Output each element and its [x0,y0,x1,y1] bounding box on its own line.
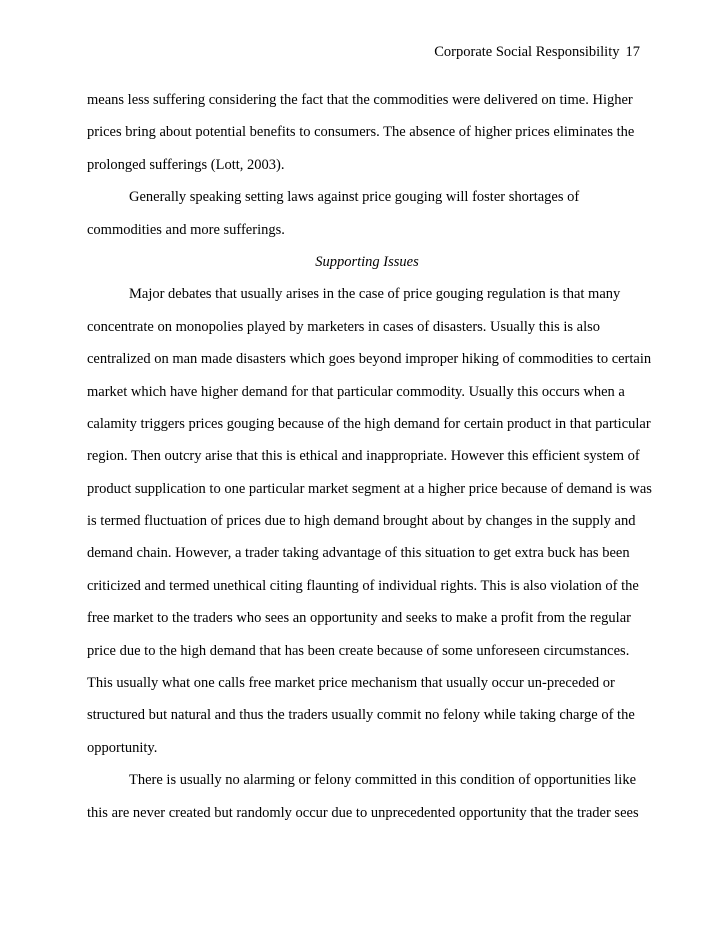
text-line: product supplication to one particular market segment at a higher price because of demand is was [87,480,652,497]
running-head [434,42,640,62]
text-line: means less suffering considering the fact that the commodities were delivered on time. Higher [87,92,633,108]
text-line: prolonged sufferings (Lott, 2003). [87,156,285,173]
section-heading: Supporting Issues [315,253,419,270]
text-line: is termed fluctuation of prices due to high demand brought about by changes in the supply and [87,513,636,530]
text-line: structured but natural and thus the traders usually commit no felony while taking charge of the [87,707,635,724]
text-line: free market to the traders who sees an opportunity and seeks to make a profit from the regular [87,610,631,627]
text-line: opportunity. [87,739,158,756]
body-text [87,84,652,829]
text-line: demand chain. However, a trader taking advantage of this situation to get extra buck has been [87,545,630,562]
text-line: calamity triggers prices gouging because of the high demand for certain product in that particular [87,415,651,432]
text-line: region. Then outcry arise that this is ethical and inappropriate. However this efficient system of [87,448,640,465]
page-number: 17 [625,44,640,60]
running-title: Corporate Social Responsibility [434,44,620,60]
text-line: This usually what one calls free market price mechanism that usually occur un-preceded or [87,675,615,692]
text-line: price due to the high demand that has been create because of some unforeseen circumstances. [87,642,630,659]
text-line: commodities and more sufferings. [87,221,285,238]
text-line: prices bring about potential benefits to consumers. The absence of higher prices eliminates the [87,124,635,141]
paragraph-first-line: Major debates that usually arises in the case of price gouging regulation is that many [129,286,621,303]
text-line: centralized on man made disasters which goes beyond improper hiking of commodities to certain [87,351,652,368]
text-line: this are never created but randomly occur due to unprecedented opportunity that the trader sees [87,804,639,821]
text-line: concentrate on monopolies played by marketers in cases of disasters. Usually this is also [87,318,601,335]
paragraph-first-line: Generally speaking setting laws against price gouging will foster shortages of [129,189,580,206]
text-line: criticized and termed unethical citing flaunting of individual rights. This is also violation of the [87,577,639,594]
paragraph-first-line: There is usually no alarming or felony committed in this condition of opportunities like [129,772,637,789]
text-line: market which have higher demand for that particular commodity. Usually this occurs when a [87,383,625,400]
